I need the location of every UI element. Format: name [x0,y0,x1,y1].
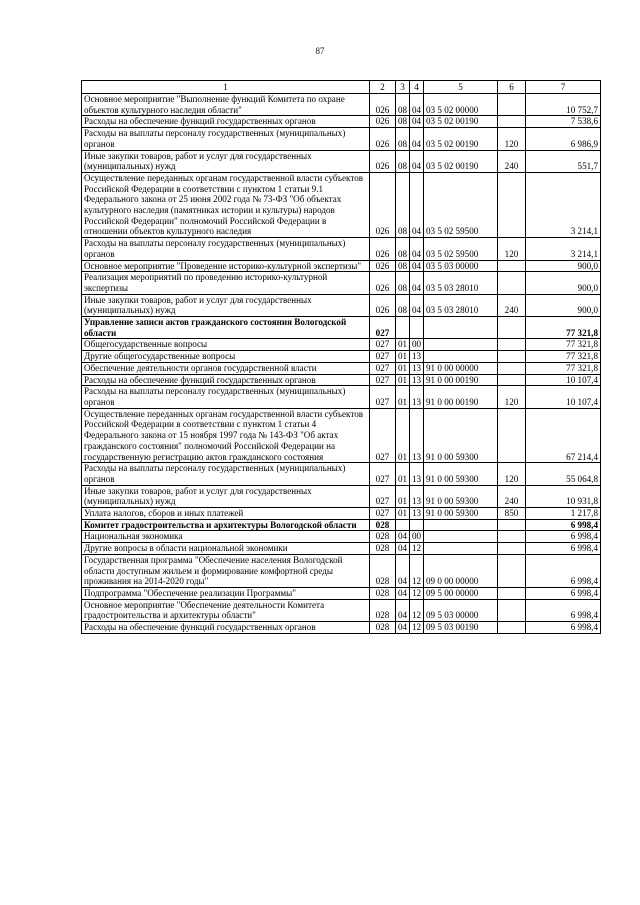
section-code-cell: 08 [396,116,410,128]
table-row [82,508,601,520]
subsection-code-cell: 12 [410,599,424,621]
ministry-code-cell: 026 [370,272,396,294]
table-row [82,172,601,237]
subsection-code-cell: 13 [410,351,424,363]
item-name-cell: Расходы на обеспечение функций государственных органов [82,374,370,386]
budget-table [81,80,601,634]
ministry-code-cell: 026 [370,238,396,260]
amount-cell: 7 538,6 [526,116,601,128]
section-code-cell: 08 [396,260,410,272]
item-name-cell: Государственная программа "Обеспечение населения Вологодской области доступным жильем и формирование комфортной среды проживания на 2014-2020 годы" [82,554,370,587]
amount-cell: 55 064,8 [526,463,601,485]
subsection-code-cell: 00 [410,531,424,543]
section-code-cell [396,317,410,339]
expense-type-code-cell [498,272,526,294]
subsection-code-cell [410,519,424,531]
amount-cell: 77 321,8 [526,317,601,339]
table-row [82,260,601,272]
target-article-code-cell [424,519,498,531]
table-row [82,543,601,555]
ministry-code-cell: 028 [370,587,396,599]
ministry-code-cell: 027 [370,508,396,520]
subsection-code-cell: 12 [410,587,424,599]
expense-type-code-cell [498,408,526,463]
table-row [82,554,601,587]
ministry-code-cell: 028 [370,531,396,543]
target-article-code-cell [424,351,498,363]
expense-type-code-cell [498,172,526,237]
amount-cell: 77 321,8 [526,362,601,374]
amount-cell: 10 752,7 [526,94,601,116]
section-code-cell: 01 [396,408,410,463]
item-name-cell: Другие общегосударственные вопросы [82,351,370,363]
item-name-cell: Осуществление переданных органам государственной власти субъектов Российской Федерации в соответствии с пунктом 1 статьи 4 Федерального закона от 15 ноября 1997 года № 143-ФЗ "Об актах гражданского состояния" полномочий Российской Федерации на государственную регистрацию актов гражданского состояния [82,408,370,463]
amount-cell: 6 998,4 [526,587,601,599]
ministry-code-cell: 028 [370,622,396,634]
table-row [82,294,601,316]
expense-type-code-cell [498,554,526,587]
expense-type-code-cell [498,317,526,339]
target-article-code-cell: 09 0 00 00000 [424,554,498,587]
subsection-code-cell: 04 [410,238,424,260]
expense-type-code-cell [498,531,526,543]
table-row [82,408,601,463]
amount-cell: 3 214,1 [526,172,601,237]
subsection-code-cell: 13 [410,386,424,408]
amount-cell: 67 214,4 [526,408,601,463]
section-code-cell: 01 [396,485,410,507]
subsection-code-cell: 04 [410,150,424,172]
subsection-code-cell: 04 [410,172,424,237]
subsection-code-cell: 13 [410,485,424,507]
amount-cell: 10 931,8 [526,485,601,507]
section-code-cell: 08 [396,238,410,260]
table-row [82,599,601,621]
amount-cell: 77 321,8 [526,339,601,351]
subsection-code-cell: 04 [410,128,424,150]
subsection-code-cell: 00 [410,339,424,351]
subsection-code-cell: 04 [410,294,424,316]
item-name-cell: Реализация мероприятий по проведению историко-культурной экспертизы [82,272,370,294]
item-name-cell: Комитет градостроительства и архитектуры Вологодской области [82,519,370,531]
expense-type-code-cell [498,339,526,351]
column-header: 3 [396,81,410,94]
expense-type-code-cell [498,260,526,272]
expense-type-code-cell [498,351,526,363]
item-name-cell: Основное мероприятие "Обеспечение деятельности Комитета градостроительства и архитектуры области" [82,599,370,621]
target-article-code-cell: 03 5 03 00000 [424,260,498,272]
section-code-cell [396,519,410,531]
table-row [82,622,601,634]
ministry-code-cell: 026 [370,116,396,128]
section-code-cell: 01 [396,351,410,363]
expense-type-code-cell [498,374,526,386]
table-row [82,272,601,294]
amount-cell: 6 986,9 [526,128,601,150]
target-article-code-cell: 91 0 00 59300 [424,485,498,507]
subsection-code-cell: 04 [410,94,424,116]
ministry-code-cell: 027 [370,374,396,386]
amount-cell: 3 214,1 [526,238,601,260]
section-code-cell: 04 [396,554,410,587]
subsection-code-cell: 04 [410,116,424,128]
item-name-cell: Иные закупки товаров, работ и услуг для государственных (муниципальных) нужд [82,150,370,172]
item-name-cell: Осуществление переданных органам государственной власти субъектов Российской Федерации в соответствии с пунктом 1 статьи 9.1 Федерального закона от 25 июня 2002 года № 73-ФЗ "Об объектах культурного наследия (памятниках истории и культуры) народов Российской Федерации" полномочий Российской Федерации в отношении объектов культурного наследия [82,172,370,237]
table-row [82,94,601,116]
item-name-cell: Другие вопросы в области национальной экономики [82,543,370,555]
target-article-code-cell: 03 5 03 28010 [424,272,498,294]
ministry-code-cell: 026 [370,260,396,272]
subsection-code-cell: 12 [410,554,424,587]
section-code-cell: 08 [396,172,410,237]
item-name-cell: Основное мероприятие "Выполнение функций Комитета по охране объектов культурного наследия области" [82,94,370,116]
column-header: 4 [410,81,424,94]
target-article-code-cell: 03 5 02 00000 [424,94,498,116]
subsection-code-cell: 13 [410,408,424,463]
ministry-code-cell: 026 [370,294,396,316]
amount-cell: 6 998,4 [526,519,601,531]
expense-type-code-cell: 120 [498,386,526,408]
target-article-code-cell: 91 0 00 59300 [424,508,498,520]
expense-type-code-cell [498,543,526,555]
item-name-cell: Обеспечение деятельности органов государственной власти [82,362,370,374]
table-row [82,386,601,408]
column-header: 5 [424,81,498,94]
section-code-cell: 08 [396,150,410,172]
target-article-code-cell: 91 0 00 00190 [424,386,498,408]
subsection-code-cell: 04 [410,260,424,272]
expense-type-code-cell: 240 [498,150,526,172]
item-name-cell: Национальная экономика [82,531,370,543]
target-article-code-cell: 09 5 03 00000 [424,599,498,621]
ministry-code-cell: 027 [370,386,396,408]
ministry-code-cell: 027 [370,339,396,351]
ministry-code-cell: 027 [370,362,396,374]
column-header: 7 [526,81,601,94]
table-row [82,317,601,339]
target-article-code-cell: 03 5 02 59500 [424,238,498,260]
target-article-code-cell: 03 5 02 00190 [424,116,498,128]
table-body [82,94,601,634]
ministry-code-cell: 027 [370,463,396,485]
ministry-code-cell: 028 [370,543,396,555]
expense-type-code-cell [498,362,526,374]
section-code-cell: 01 [396,508,410,520]
table-row [82,116,601,128]
section-code-cell: 04 [396,622,410,634]
item-name-cell: Расходы на выплаты персоналу государственных (муниципальных) органов [82,128,370,150]
amount-cell: 10 107,4 [526,386,601,408]
ministry-code-cell: 027 [370,408,396,463]
ministry-code-cell: 026 [370,128,396,150]
ministry-code-cell: 028 [370,519,396,531]
item-name-cell: Расходы на выплаты персоналу государственных (муниципальных) органов [82,463,370,485]
target-article-code-cell: 03 5 02 00190 [424,128,498,150]
column-header: 6 [498,81,526,94]
section-code-cell: 01 [396,386,410,408]
item-name-cell: Расходы на выплаты персоналу государственных (муниципальных) органов [82,238,370,260]
item-name-cell: Общегосударственные вопросы [82,339,370,351]
section-code-cell: 04 [396,599,410,621]
amount-cell: 6 998,4 [526,531,601,543]
target-article-code-cell: 09 5 00 00000 [424,587,498,599]
section-code-cell: 08 [396,94,410,116]
expense-type-code-cell: 240 [498,294,526,316]
table-row [82,362,601,374]
expense-type-code-cell [498,94,526,116]
column-header: 1 [82,81,370,94]
table-row [82,519,601,531]
target-article-code-cell: 03 5 02 59500 [424,172,498,237]
amount-cell: 551,7 [526,150,601,172]
section-code-cell: 04 [396,587,410,599]
subsection-code-cell [410,317,424,339]
item-name-cell: Расходы на выплаты персоналу государственных (муниципальных) органов [82,386,370,408]
section-code-cell: 01 [396,362,410,374]
item-name-cell: Подпрограмма "Обеспечение реализации Программы" [82,587,370,599]
ministry-code-cell: 026 [370,172,396,237]
expense-type-code-cell [498,622,526,634]
target-article-code-cell: 91 0 00 00190 [424,374,498,386]
amount-cell: 6 998,4 [526,554,601,587]
table-header-row [82,81,601,94]
target-article-code-cell: 03 5 02 00190 [424,150,498,172]
item-name-cell: Основное мероприятие "Проведение историко-культурной экспертизы" [82,260,370,272]
item-name-cell: Управление записи актов гражданского состояния Вологодской области [82,317,370,339]
table-row [82,374,601,386]
amount-cell: 1 217,8 [526,508,601,520]
expense-type-code-cell [498,587,526,599]
target-article-code-cell: 09 5 03 00190 [424,622,498,634]
expense-type-code-cell: 120 [498,463,526,485]
target-article-code-cell: 91 0 00 00000 [424,362,498,374]
table-row [82,485,601,507]
section-code-cell: 04 [396,543,410,555]
amount-cell: 6 998,4 [526,622,601,634]
ministry-code-cell: 027 [370,351,396,363]
section-code-cell: 04 [396,531,410,543]
section-code-cell: 01 [396,463,410,485]
item-name-cell: Уплата налогов, сборов и иных платежей [82,508,370,520]
expense-type-code-cell [498,116,526,128]
table-row [82,463,601,485]
subsection-code-cell: 13 [410,374,424,386]
subsection-code-cell: 13 [410,362,424,374]
target-article-code-cell: 91 0 00 59300 [424,408,498,463]
section-code-cell: 08 [396,294,410,316]
section-code-cell: 08 [396,128,410,150]
ministry-code-cell: 027 [370,485,396,507]
section-code-cell: 01 [396,339,410,351]
target-article-code-cell [424,531,498,543]
target-article-code-cell [424,543,498,555]
expense-type-code-cell [498,599,526,621]
amount-cell: 6 998,4 [526,543,601,555]
ministry-code-cell: 028 [370,554,396,587]
amount-cell: 900,0 [526,272,601,294]
subsection-code-cell: 04 [410,272,424,294]
amount-cell: 900,0 [526,260,601,272]
subsection-code-cell: 12 [410,543,424,555]
table-row [82,587,601,599]
amount-cell: 6 998,4 [526,599,601,621]
ministry-code-cell: 027 [370,317,396,339]
table-row [82,150,601,172]
item-name-cell: Иные закупки товаров, работ и услуг для государственных (муниципальных) нужд [82,485,370,507]
section-code-cell: 08 [396,272,410,294]
subsection-code-cell: 12 [410,622,424,634]
ministry-code-cell: 026 [370,94,396,116]
amount-cell: 900,0 [526,294,601,316]
expense-type-code-cell: 240 [498,485,526,507]
table-row [82,339,601,351]
target-article-code-cell: 91 0 00 59300 [424,463,498,485]
table-row [82,351,601,363]
expense-type-code-cell: 120 [498,238,526,260]
ministry-code-cell: 026 [370,150,396,172]
item-name-cell: Расходы на обеспечение функций государственных органов [82,622,370,634]
item-name-cell: Иные закупки товаров, работ и услуг для государственных (муниципальных) нужд [82,294,370,316]
ministry-code-cell: 028 [370,599,396,621]
table-row [82,531,601,543]
expense-type-code-cell [498,519,526,531]
table-row [82,238,601,260]
target-article-code-cell [424,317,498,339]
subsection-code-cell: 13 [410,508,424,520]
subsection-code-cell: 13 [410,463,424,485]
table-row [82,128,601,150]
amount-cell: 10 107,4 [526,374,601,386]
target-article-code-cell: 03 5 03 28010 [424,294,498,316]
expense-type-code-cell: 850 [498,508,526,520]
expense-type-code-cell: 120 [498,128,526,150]
amount-cell: 77 321,8 [526,351,601,363]
target-article-code-cell [424,339,498,351]
page-number: 87 [315,46,325,56]
section-code-cell: 01 [396,374,410,386]
item-name-cell: Расходы на обеспечение функций государственных органов [82,116,370,128]
column-header: 2 [370,81,396,94]
